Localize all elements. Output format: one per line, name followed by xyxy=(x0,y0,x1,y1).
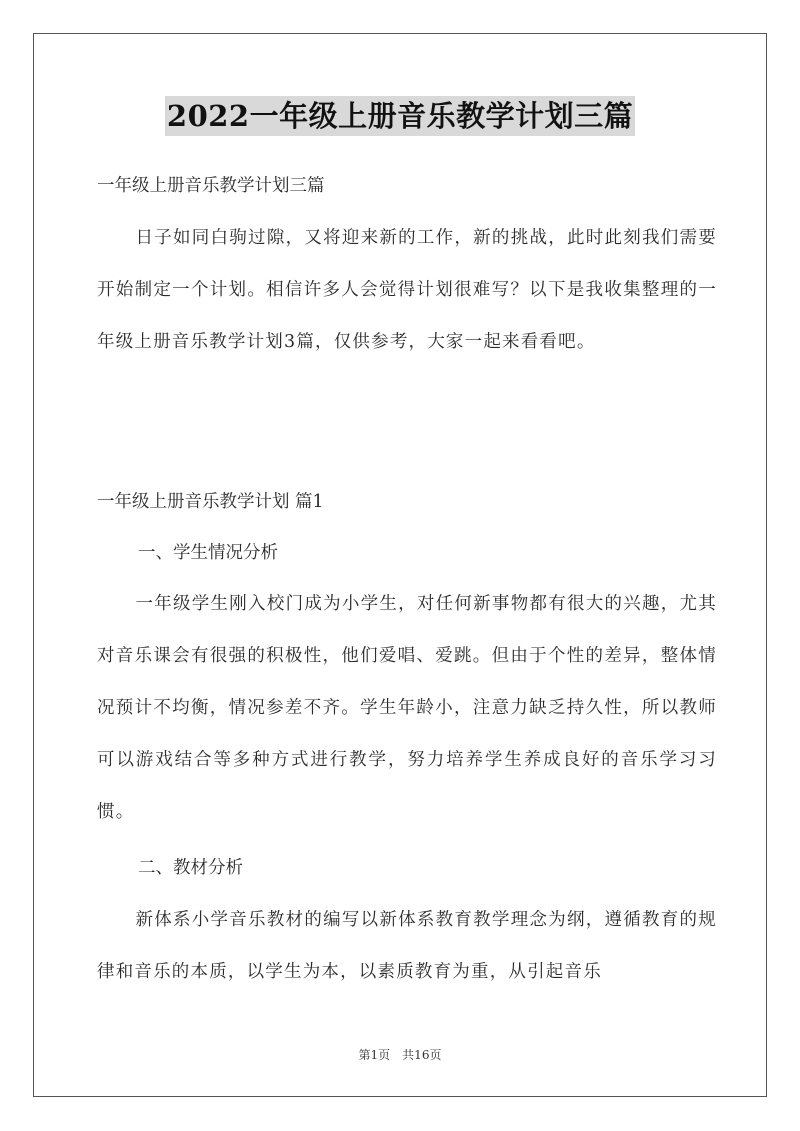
document-subtitle: 一年级上册音乐教学计划三篇 xyxy=(97,176,325,196)
part1-heading: 一、学生情况分析 xyxy=(138,543,278,563)
part1-paragraph: 一年级学生刚入校门成为小学生，对任何新事物都有很大的兴趣，尤其对音乐课会有很强的积极性，他们爱唱、爱跳。但由于个性的差异，整体情况预计不均衡，情况参差不齐。学生年龄小，注意力缺乏持久性，所以教师可以游戏结合等多种方式进行教学，努力培养学生养成良好的音乐学习习惯。 xyxy=(97,594,717,822)
intro-paragraph: 日子如同白驹过隙，又将迎来新的工作，新的挑战，此时此刻我们需要开始制定一个计划。相信许多人会觉得计划很难写？以下是我收集整理的一年级上册音乐教学计划3篇，仅供参考，大家一起来看看吧。 xyxy=(97,228,717,352)
page-number: 第1页 共16页 xyxy=(358,1048,442,1062)
section-heading: 一年级上册音乐教学计划 篇1 xyxy=(97,492,324,512)
title-container xyxy=(0,96,800,136)
part2-heading: 二、教材分析 xyxy=(138,858,243,878)
part2-paragraph: 新体系小学音乐教材的编写以新体系教育教学理念为纲，遵循教育的规律和音乐的本质，以学生为本，以素质教育为重，从引起音乐 xyxy=(97,910,717,982)
document-title: 2022一年级上册音乐教学计划三篇 xyxy=(165,96,635,136)
